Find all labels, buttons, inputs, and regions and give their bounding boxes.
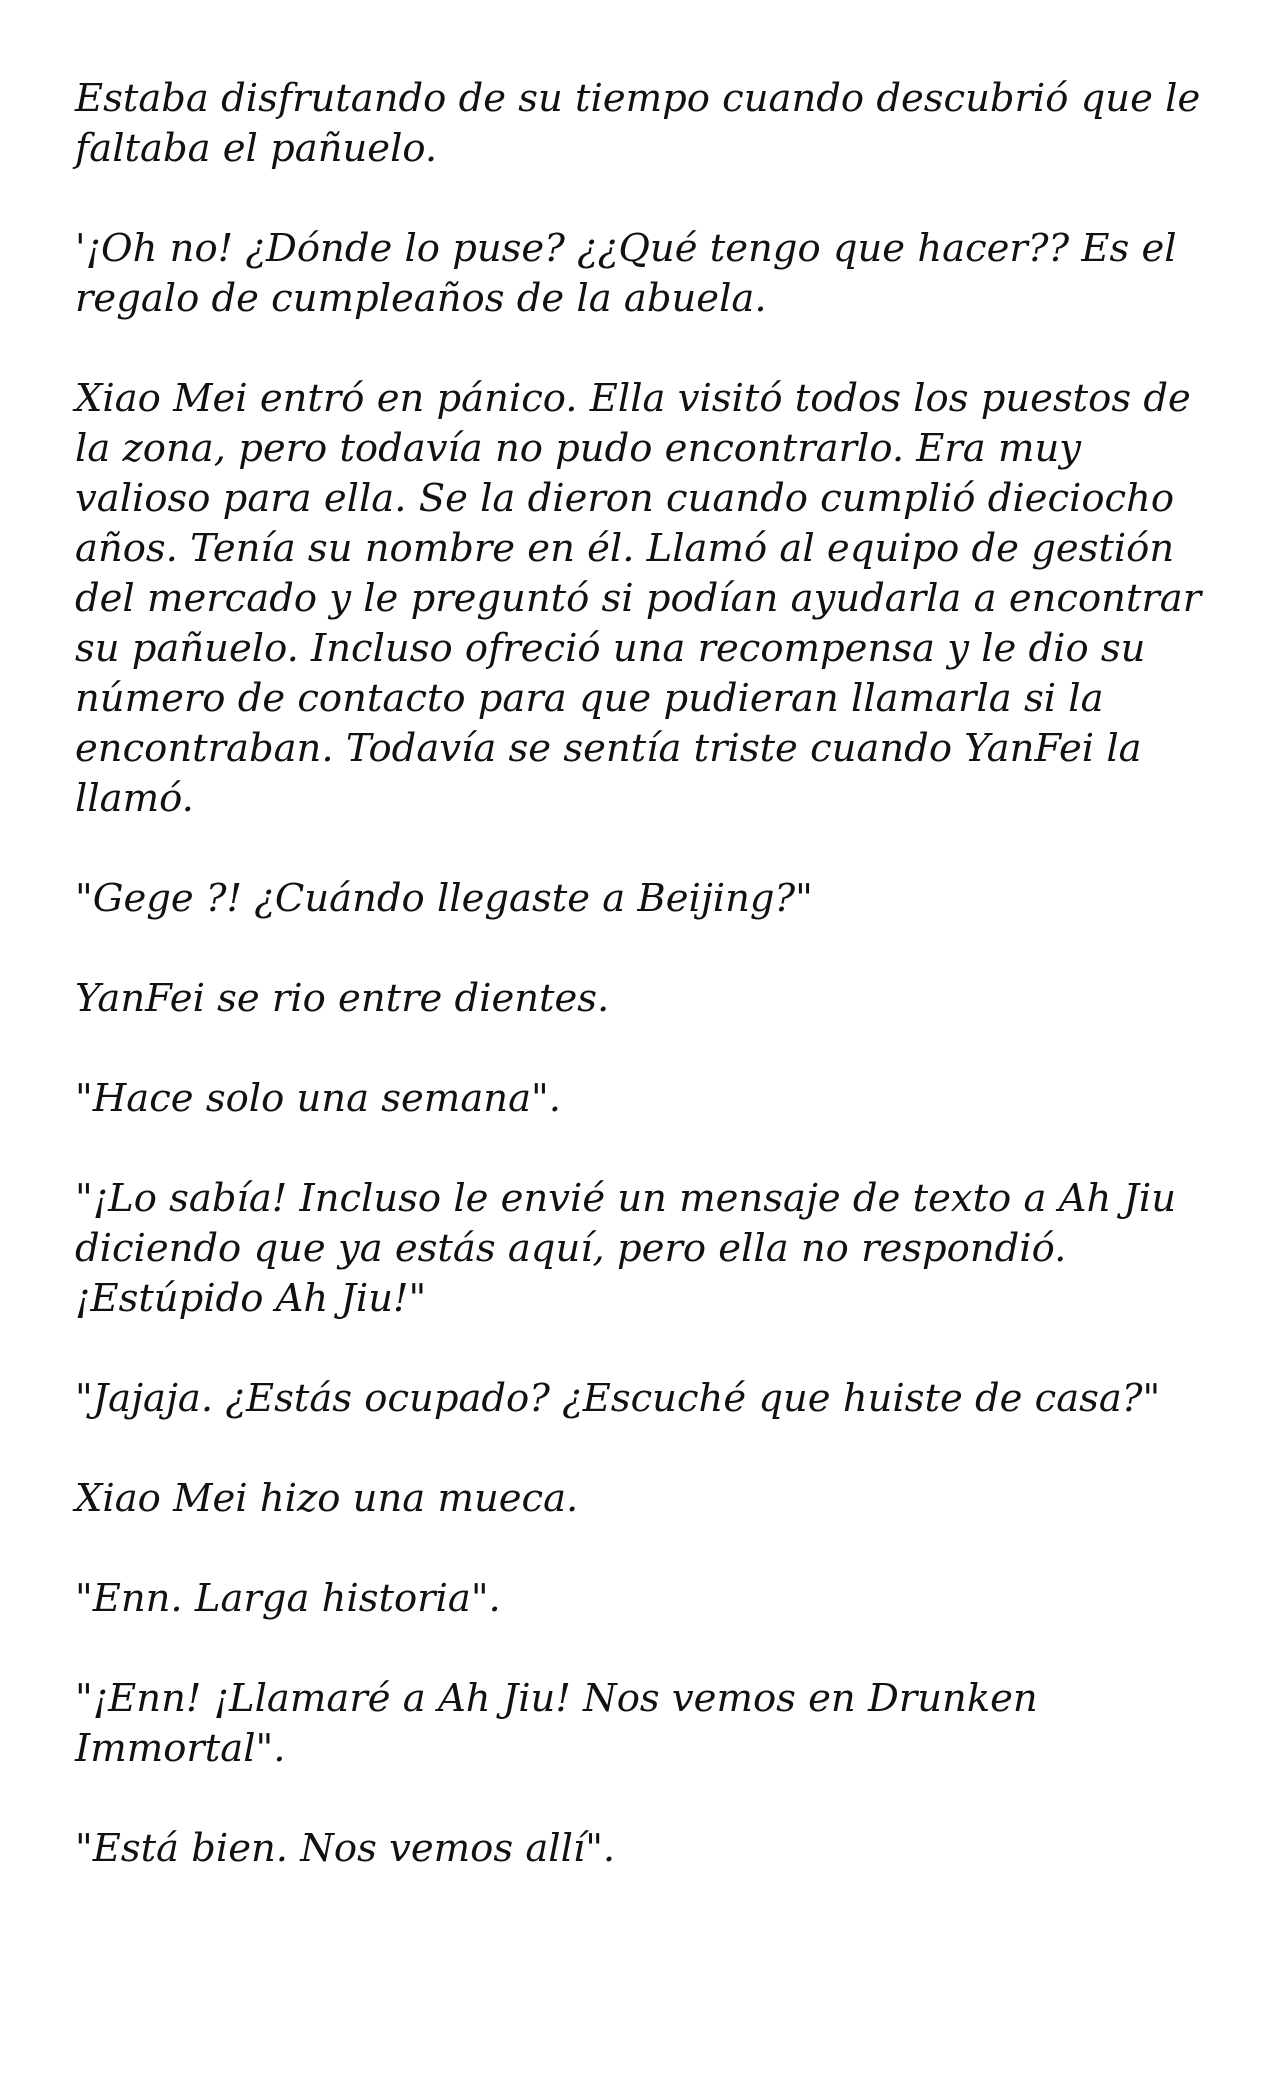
paragraph-7: "¡Lo sabía! Incluso le envié un mensaje de texto a Ah Jiu diciendo que ya estás aquí, pero ella no respondió. ¡Estúpido Ah Jiu!" (75, 1176, 1177, 1321)
paragraph-1: Estaba disfrutando de su tiempo cuando descubrió que le faltaba el pañuelo. (75, 76, 1201, 171)
paragraph-9: Xiao Mei hizo una mueca. (75, 1476, 579, 1521)
document-body (75, 74, 1205, 1874)
paragraph-4: "Gege ?! ¿Cuándo llegaste a Beijing?" (75, 876, 813, 921)
paragraph-8: "Jajaja. ¿Estás ocupado? ¿Escuché que huiste de casa?" (75, 1376, 1161, 1421)
paragraph-6: "Hace solo una semana". (75, 1076, 561, 1121)
paragraph-3: Xiao Mei entró en pánico. Ella visitó todos los puestos de la zona, pero todavía no pudo encontrarlo. Era muy valioso para ella. Se la dieron cuando cumplió dieciocho años. Tenía su nombre en él. Llamó al equipo de gestión del mercado y le preguntó si podían ayudarla a encontrar su pañuelo. Incluso ofreció una recompensa y le dio su número de contacto para que pudieran llamarla si la encontraban. Todavía se sentía triste cuando YanFei la llamó. (75, 376, 1202, 821)
paragraph-5: YanFei se rio entre dientes. (75, 976, 610, 1021)
paragraph-11: "¡Enn! ¡Llamaré a Ah Jiu! Nos vemos en Drunken Immortal". (75, 1676, 1038, 1771)
paragraph-2: '¡Oh no! ¿Dónde lo puse? ¿¿Qué tengo que hacer?? Es el regalo de cumpleaños de la abuela. (75, 226, 1177, 321)
paragraph-10: "Enn. Larga historia". (75, 1576, 501, 1621)
paragraph-12: "Está bien. Nos vemos allí". (75, 1826, 616, 1871)
